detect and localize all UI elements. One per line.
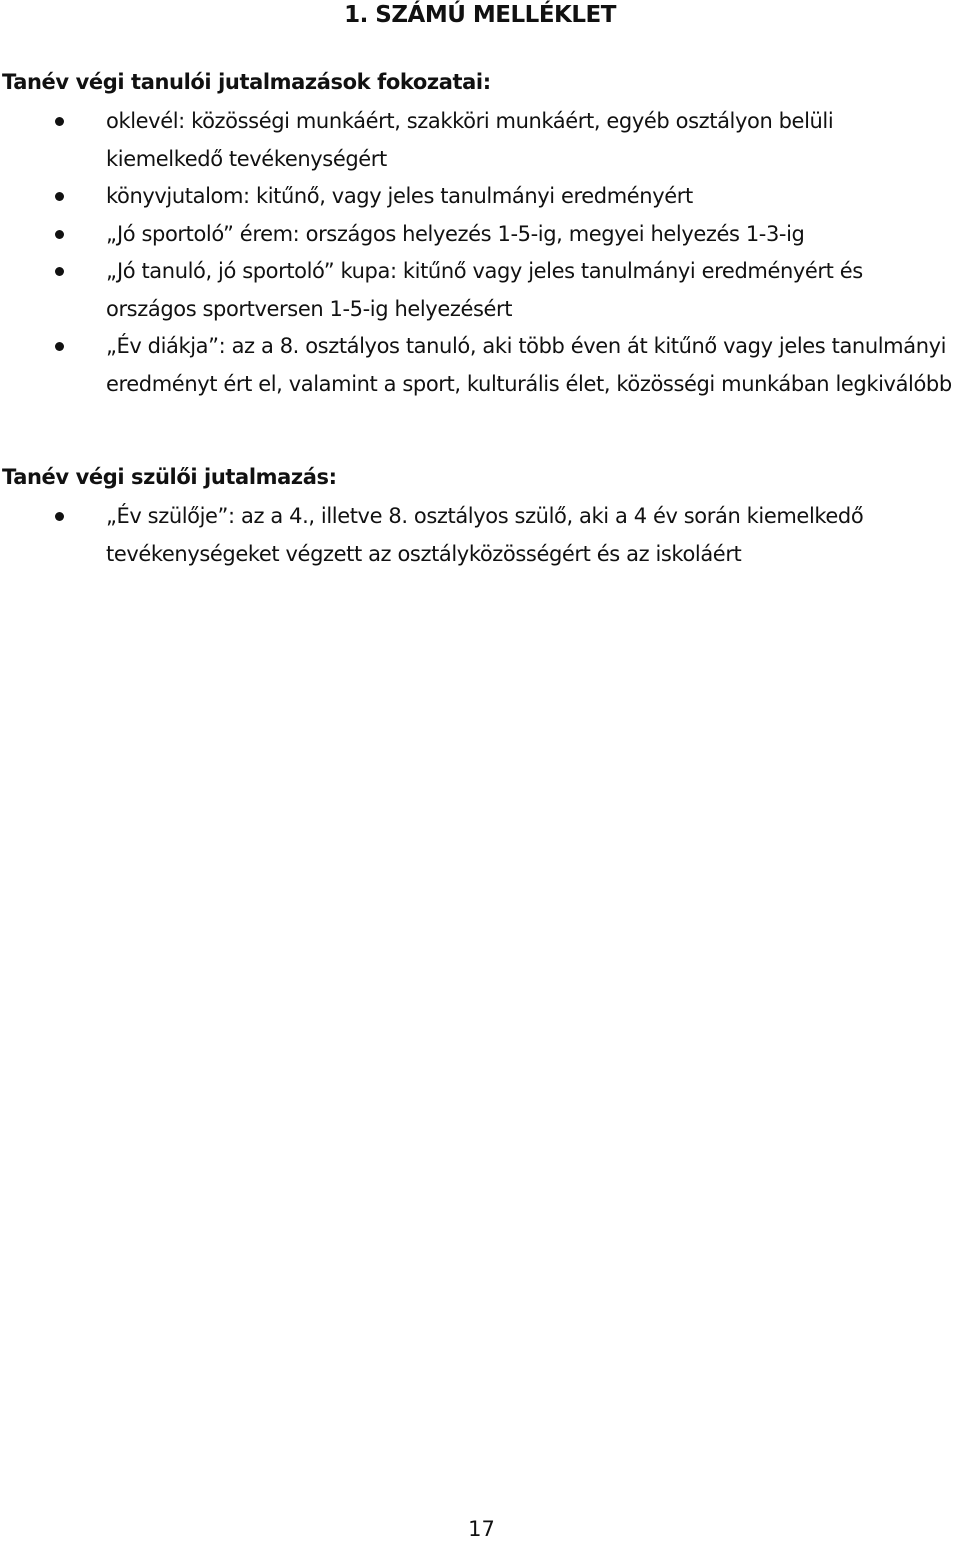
list-item-text: „Év szülője”: az a 4., illetve 8. osztályos szülő, aki a 4 év során kiemelkedő tevékenységeket végzett az osztályközösségért és az iskoláért (106, 504, 864, 566)
section-heading-parent-awards: Tanév végi szülői jutalmazás: (2, 465, 337, 489)
parent-awards-list (0, 498, 960, 573)
page-title: 1. SZÁMÚ MELLÉKLET (344, 2, 616, 28)
section-heading-student-awards: Tanév végi tanulói jutalmazások fokozatai: (2, 70, 491, 94)
list-item (0, 498, 960, 573)
bullet-icon (55, 342, 64, 351)
list-item-text: „Jó sportoló” érem: országos helyezés 1-5-ig, megyei helyezés 1-3-ig (106, 221, 805, 246)
bullet-icon (55, 192, 64, 201)
list-item (0, 253, 960, 328)
student-awards-list (0, 103, 960, 403)
bullet-icon (55, 230, 64, 239)
page-number: 17 (468, 1517, 495, 1541)
list-item-text: „Jó tanuló, jó sportoló” kupa: kitűnő vagy jeles tanulmányi eredményért és országos sportversen 1-5-ig helyezésért (106, 259, 863, 321)
list-item (0, 216, 960, 254)
list-item-text: oklevél: közösségi munkáért, szakköri munkáért, egyéb osztályon belüli kiemelkedő tevékenységért (106, 109, 834, 171)
bullet-icon (55, 267, 64, 276)
bullet-icon (55, 117, 64, 126)
list-item (0, 103, 960, 178)
list-item (0, 328, 960, 403)
list-item-text: könyvjutalom: kitűnő, vagy jeles tanulmányi eredményért (106, 184, 693, 208)
list-item (0, 178, 960, 216)
list-item-text: „Év diákja”: az a 8. osztályos tanuló, aki több éven át kitűnő vagy jeles tanulmányi eredményt ért el, valamint a sport, kulturális élet, közösségi munkában legkiválóbb (106, 334, 952, 396)
bullet-icon (55, 512, 64, 521)
